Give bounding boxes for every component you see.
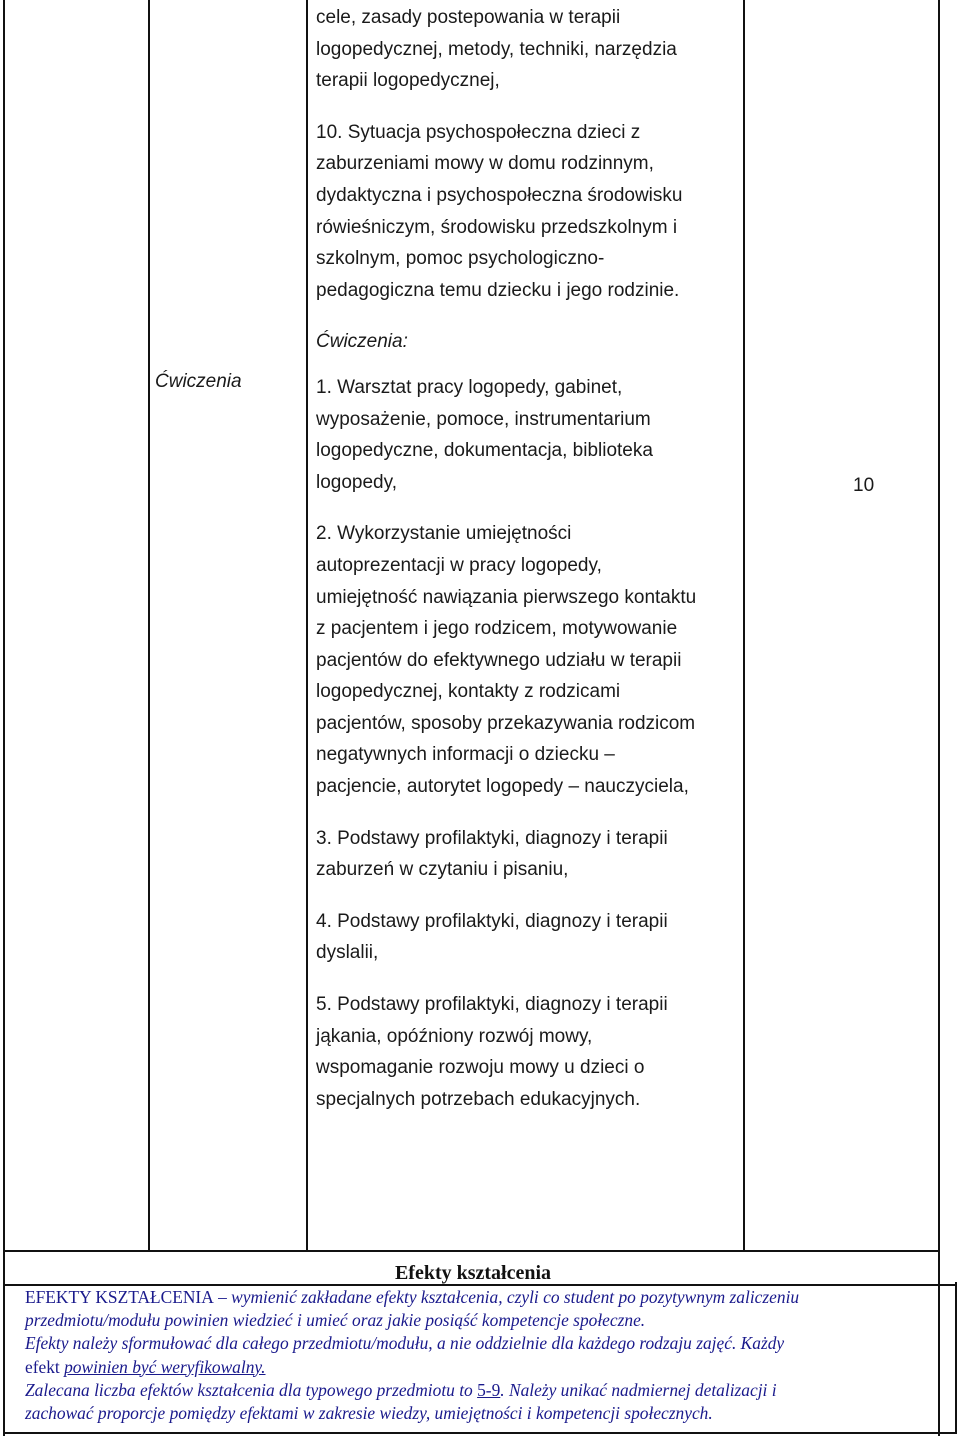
exercise-item-3: 3. Podstawy profilaktyki, diagnozy i terapii zaburzeń w czytaniu i pisaniu, — [316, 827, 668, 881]
efekty-section — [5, 1252, 941, 1434]
efekty-line-5-c: . Należy unikać nadmiernej detalizacji i — [500, 1379, 777, 1400]
table-divider-1 — [148, 0, 150, 1252]
efekty-instructions — [25, 1286, 960, 1425]
efekty-line-4 — [25, 1356, 960, 1379]
table-border-right — [938, 0, 940, 1436]
efekty-title: Efekty kształcenia — [394, 1262, 552, 1284]
efekty-line-5-a: Zalecana liczba efektów kształcenia dla typowego przedmiotu to — [25, 1379, 478, 1400]
efekty-line-1 — [25, 1286, 960, 1309]
efekty-line-4-b: powinien być weryfikowalny. — [64, 1356, 266, 1377]
efekty-line-5 — [25, 1379, 960, 1402]
topics-intro-text: cele, zasady postepowania w terapii logopedycznej, metody, techniki, narzędzia terapii logopedycznej, — [316, 7, 677, 92]
table-divider-3 — [743, 0, 745, 1252]
efekty-line-2: przedmiotu/modułu powinien wiedzieć i umieć oraz jakie posiąść kompetencje społeczne. — [25, 1310, 646, 1331]
exercise-item-1: 1. Warsztat pracy logopedy, gabinet, wyposażenie, pomoce, instrumentarium logopedyczne, dokumentacja, biblioteka logopedy, — [316, 376, 653, 493]
form-of-classes-label: Ćwiczenia — [155, 371, 242, 392]
efekty-line-4-a: efekt — [25, 1356, 65, 1377]
exercise-item-4: 4. Podstawy profilaktyki, diagnozy i terapii dyslalii, — [316, 910, 668, 964]
efekty-line-3: Efekty należy sformułować dla całego przedmiotu/modułu, a nie oddzielnie dla każdego rodzaju zajęć. Każdy — [25, 1333, 785, 1354]
efekty-line-6: zachować proporcje pomiędzy efektami w zakresie wiedzy, umiejętności i kompetencji społecznych. — [25, 1403, 713, 1424]
topic-10-text: 10. Sytuacja psychospołeczna dzieci z zaburzeniami mowy w domu rodzinnym, dydaktyczna i psychospołeczna środowisku rówieśniczym, środowisku przedszkolnym i szkolnym, pomoc psychologiczno- pedagogiczna temu dziecku i jego rodzinie. — [316, 121, 683, 301]
exercises-heading: Ćwiczenia: — [316, 331, 408, 353]
efekty-line-1-rest: – wymienić zakładane efekty kształcenia, czyli co student po pozytywnym zaliczeniu — [213, 1287, 800, 1307]
efekty-line-5-b: 5-9 — [477, 1379, 501, 1400]
table-border-left — [3, 0, 5, 1436]
efekty-lead: EFEKTY KSZTAŁCENIA — [25, 1287, 214, 1307]
exercise-item-2: 2. Wykorzystanie umiejętności autoprezentacji w pracy logopedy, umiejętność nawiązania pierwszego kontaktu z pacjentem i jego rodzicem, motywowanie pacjentów do efektywnego udziału w terapii logopedycznej, kontakty z rodzicami pacjentów, sposoby przekazywania rodzicom negatywnych informacji o dziecku – pacjencie, autorytet logopedy – nauczyciela, — [316, 523, 697, 798]
hours-count: 10 — [853, 475, 875, 496]
course-content-column — [316, 2, 741, 1135]
exercise-item-5: 5. Podstawy profilaktyki, diagnozy i terapii jąkania, opóźniony rozwój mowy, wspomaganie rozwoju mowy u dzieci o specjalnych potrzebach edukacyjnych. — [316, 994, 668, 1110]
table-divider-2 — [306, 0, 308, 1252]
